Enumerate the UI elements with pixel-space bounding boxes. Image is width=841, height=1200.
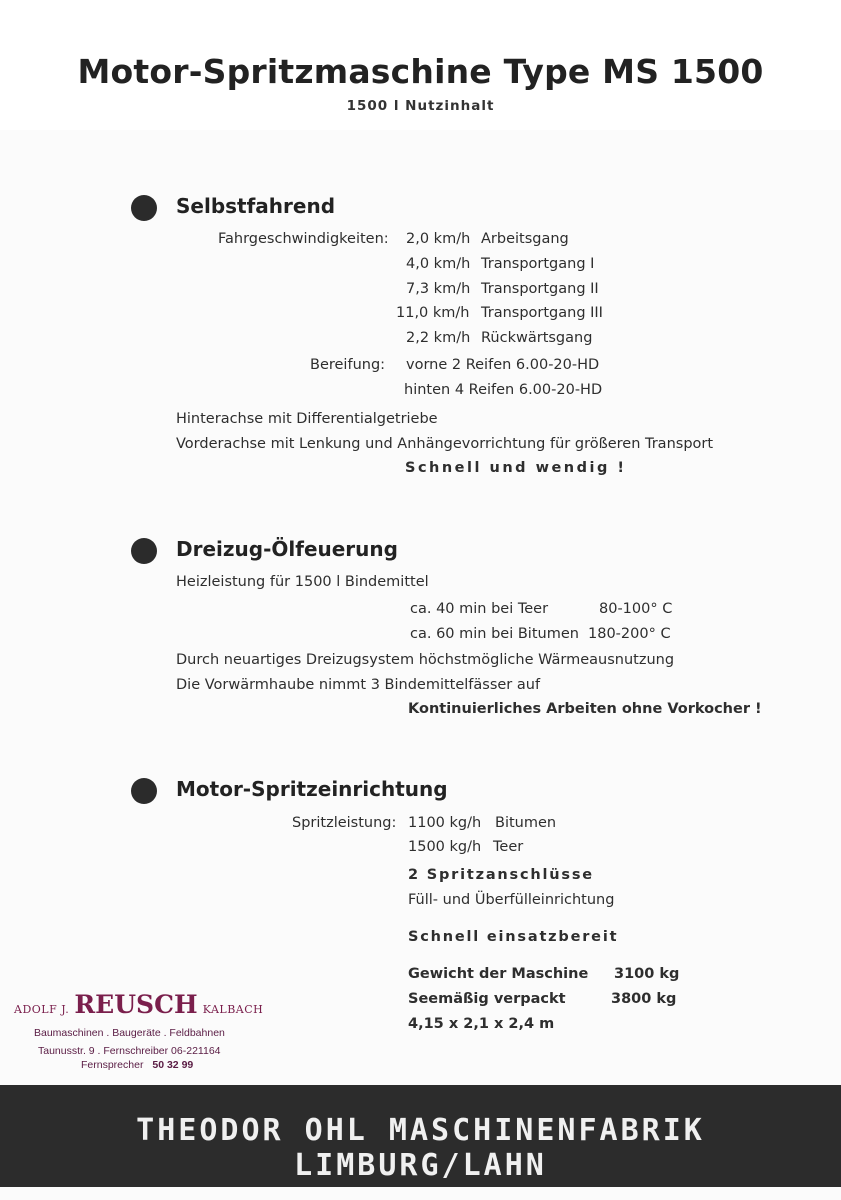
front-axle-line: Vorderachse mit Lenkung und Anhängevorrichtung für größeren Transport bbox=[176, 436, 714, 452]
tires-label: Bereifung: bbox=[310, 357, 386, 373]
tires-front: vorne 2 Reifen 6.00-20-HD bbox=[406, 357, 600, 373]
heat-temp: 180-200° C bbox=[588, 626, 671, 642]
spray-name: Bitumen bbox=[495, 815, 557, 831]
dealer-suffix: KALBACH bbox=[202, 1003, 264, 1016]
footer-banner bbox=[0, 1085, 841, 1187]
dimensions-line: 4,15 x 2,1 x 2,4 m bbox=[408, 1016, 555, 1032]
spec-value: 3100 kg bbox=[614, 966, 680, 982]
speed-value: 7,3 km/h bbox=[406, 281, 471, 297]
section-title-spritzeinrichtung: Motor-Spritzeinrichtung bbox=[176, 777, 448, 801]
speed-name: Transportgang II bbox=[481, 281, 599, 297]
spray-value: 1500 kg/h bbox=[408, 839, 482, 855]
dealer-name: REUSCH bbox=[74, 990, 198, 1019]
bullet-icon bbox=[131, 778, 157, 804]
spec-value: 3800 kg bbox=[611, 991, 677, 1007]
bullet-icon bbox=[131, 195, 157, 221]
dealer-phone: 50 32 99 bbox=[152, 1059, 194, 1071]
speed-label: Fahrgeschwindigkeiten: bbox=[218, 231, 389, 247]
speed-value: 2,2 km/h bbox=[406, 330, 471, 346]
dreizug-line: Durch neuartiges Dreizugsystem höchstmögliche Wärmeausnutzung bbox=[176, 652, 675, 668]
slogan-kontinuierlich: Kontinuierliches Arbeiten ohne Vorkocher ! bbox=[408, 701, 762, 717]
speed-name: Rückwärtsgang bbox=[481, 330, 593, 346]
vorwaerm-line: Die Vorwärmhaube nimmt 3 Bindemittelfässer auf bbox=[176, 677, 541, 693]
heat-temp: 80-100° C bbox=[599, 601, 673, 617]
speed-name: Transportgang I bbox=[481, 256, 595, 272]
dealer-line-2: Taunusstr. 9 . Fernschreiber 06-221164 bbox=[38, 1045, 221, 1057]
spray-label: Spritzleistung: bbox=[292, 815, 397, 831]
speed-value: 2,0 km/h bbox=[406, 231, 471, 247]
dealer-prefix: ADOLF J. bbox=[14, 1003, 70, 1016]
spec-label: Seemäßig verpackt bbox=[408, 991, 566, 1007]
dealer-stamp bbox=[14, 990, 263, 1019]
dealer-line-1: Baumaschinen . Baugeräte . Feldbahnen bbox=[34, 1027, 225, 1039]
speed-value: 11,0 km/h bbox=[396, 305, 470, 321]
rear-axle-line: Hinterachse mit Differentialgetriebe bbox=[176, 411, 438, 427]
speed-value: 4,0 km/h bbox=[406, 256, 471, 272]
connections-line: 2 Spritzanschlüsse bbox=[408, 867, 594, 883]
fill-line: Füll- und Überfülleinrichtung bbox=[408, 892, 615, 908]
speed-name: Transportgang III bbox=[481, 305, 603, 321]
tires-rear: hinten 4 Reifen 6.00-20-HD bbox=[404, 382, 603, 398]
dealer-phone-label: Fernsprecher bbox=[81, 1059, 144, 1071]
heat-time: ca. 60 min bei Bitumen bbox=[410, 626, 579, 642]
spray-name: Teer bbox=[493, 839, 524, 855]
header bbox=[0, 0, 841, 130]
bullet-icon bbox=[131, 538, 157, 564]
section-title-selbstfahrend: Selbstfahrend bbox=[176, 194, 336, 218]
page-subtitle: 1500 l Nutzinhalt bbox=[346, 98, 495, 114]
slogan-wendig: Schnell und wendig ! bbox=[405, 460, 627, 476]
spray-value: 1100 kg/h bbox=[408, 815, 482, 831]
heat-line: Heizleistung für 1500 l Bindemittel bbox=[176, 574, 429, 590]
footer-text: THEODOR OHL MASCHINENFABRIK LIMBURG/LAHN bbox=[136, 1113, 705, 1183]
page-title: Motor-Spritzmaschine Type MS 1500 bbox=[77, 52, 764, 91]
heat-time: ca. 40 min bei Teer bbox=[410, 601, 549, 617]
slogan-einsatzbereit: Schnell einsatzbereit bbox=[408, 929, 619, 945]
dealer-phone-row bbox=[81, 1059, 193, 1071]
spec-label: Gewicht der Maschine bbox=[408, 966, 589, 982]
speed-name: Arbeitsgang bbox=[481, 231, 569, 247]
section-title-oelfeuerung: Dreizug-Ölfeuerung bbox=[176, 537, 398, 561]
